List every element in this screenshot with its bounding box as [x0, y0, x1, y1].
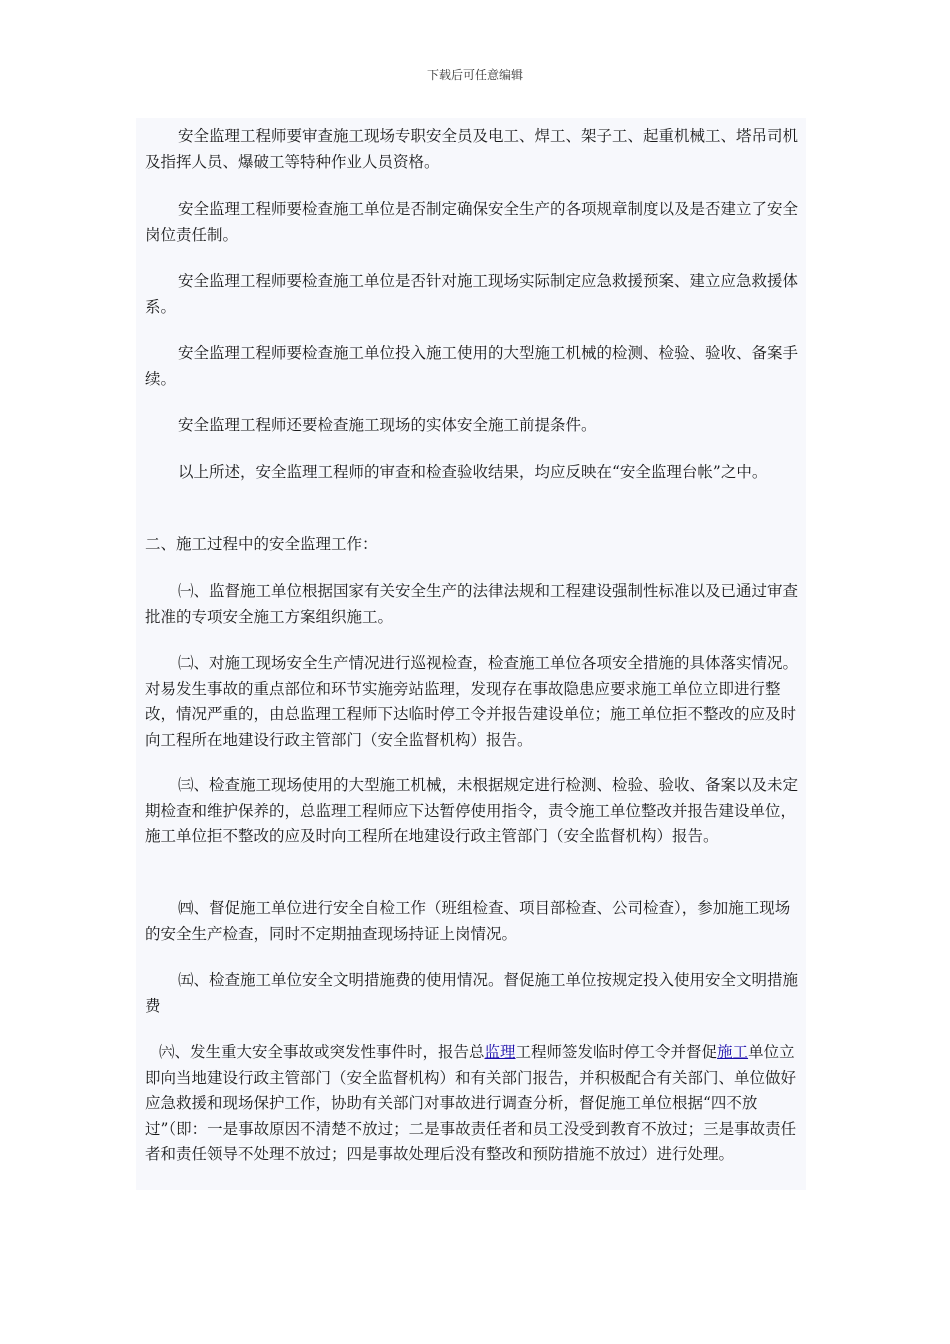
paragraph-5: 安全监理工程师还要检查施工现场的实体安全施工前提条件。 — [178, 416, 597, 434]
link-jianli[interactable]: 监理 — [484, 1043, 516, 1061]
item-6 — [145, 1040, 805, 1168]
link-shigong[interactable]: 施工 — [717, 1043, 749, 1061]
header-note: 下载后可任意编辑 — [426, 68, 523, 82]
section-heading: 二、施工过程中的安全监理工作： — [145, 535, 378, 553]
paragraph-2: 安全监理工程师要检查施工单位是否制定确保安全生产的各项规章制度以及是否建立了安全岗位责任制。 — [145, 200, 799, 244]
paragraph-6: 以上所述，安全监理工程师的审查和检查验收结果，均应反映在“安全监理台帐”之中。 — [178, 463, 768, 481]
item-2: ㈡、对施工现场安全生产情况进行巡视检查，检查施工单位各项安全措施的具体落实情况。对易发生事故的重点部位和环节实施旁站监理，发现存在事故隐患应要求施工单位立即进行整改，情况严重的，由总监理工程师下达临时停工令并报告建设单位；施工单位拒不整改的应及时向工程所在地建设行政主管部门（安全监督机构）报告。 — [145, 654, 799, 749]
paragraph-3: 安全监理工程师要检查施工单位是否针对施工现场实际制定应急救援预案、建立应急救援体系。 — [145, 272, 799, 316]
item-3: ㈢、检查施工现场使用的大型施工机械，未根据规定进行检测、检验、验收、备案以及未定期检查和维护保养的，总监理工程师应下达暂停使用指令，责令施工单位整改并报告建设单位，施工单位拒不整改的应及时向工程所在地建设行政主管部门（安全监督机构）报告。 — [145, 776, 799, 845]
item-6-text-3: 单位立即向当地建设行政主管部门（安全监督机构）和有关部门报告，并积极配合有关部门、单位做好应急救援和现场保护工作，协助有关部门对事故进行调查分析，督促施工单位根据“四不放过”（即：一是事故原因不清楚不放过；二是事故责任者和员工没受到教育不放过；三是事故责任者和责任领导不处理不放过；四是事故处理后没有整改和预防措施不放过）进行处理。 — [145, 1043, 797, 1163]
document-body — [136, 118, 806, 1190]
item-6-text-1: ㈥、发生重大安全事故或突发性事件时，报告总 — [159, 1043, 485, 1061]
item-6-text-2: 工程师签发临时停工令并督促 — [515, 1043, 718, 1061]
item-4: ㈣、督促施工单位进行安全自检工作（班组检查、项目部检查、公司检查），参加施工现场的安全生产检查，同时不定期抽查现场持证上岗情况。 — [145, 899, 791, 943]
item-5: ㈤、检查施工单位安全文明措施费的使用情况。督促施工单位按规定投入使用安全文明措施费 — [145, 971, 799, 1015]
item-1: ㈠、监督施工单位根据国家有关安全生产的法律法规和工程建设强制性标准以及已通过审查批准的专项安全施工方案组织施工。 — [145, 582, 799, 626]
paragraph-4: 安全监理工程师要检查施工单位投入施工使用的大型施工机械的检测、检验、验收、备案手续。 — [145, 344, 799, 388]
paragraph-1: 安全监理工程师要审查施工现场专职安全员及电工、焊工、架子工、起重机械工、塔吊司机及指挥人员、爆破工等特种作业人员资格。 — [145, 127, 799, 171]
